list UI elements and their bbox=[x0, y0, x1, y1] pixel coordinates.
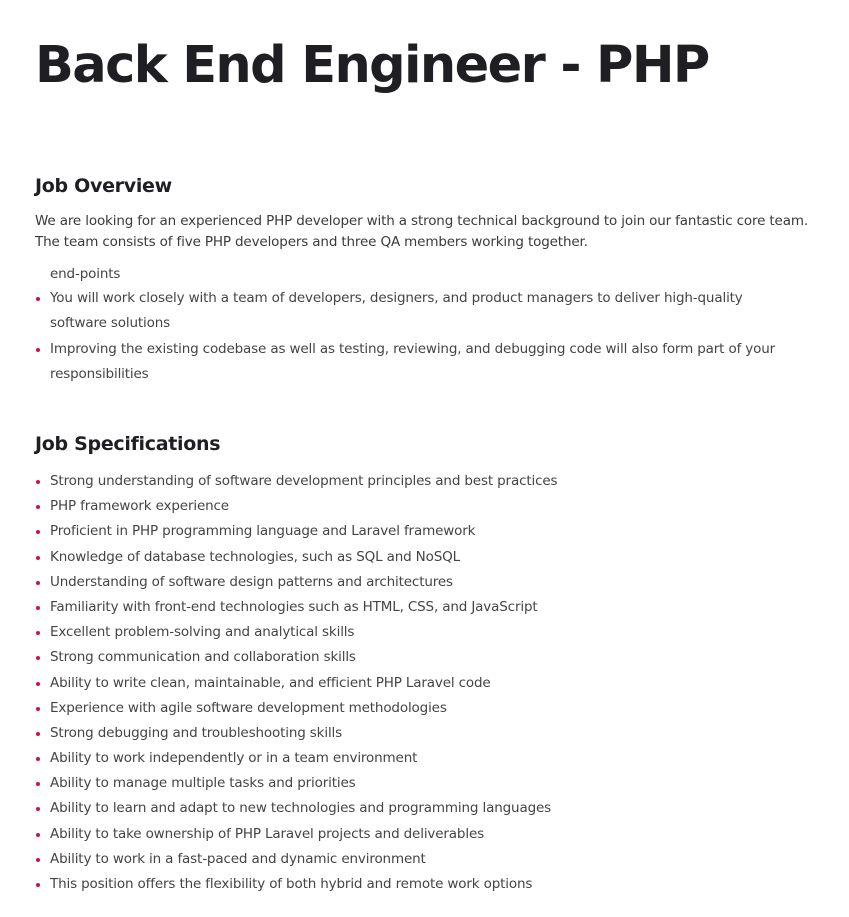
list-item-text: PHP framework experience bbox=[50, 498, 229, 515]
list-item bbox=[35, 519, 557, 544]
list-item bbox=[35, 570, 557, 595]
list-item bbox=[35, 469, 557, 494]
list-item bbox=[35, 696, 557, 721]
list-item-text: Understanding of software design patterns and architectures bbox=[50, 573, 453, 590]
list-item-text: Experience with agile software development methodologies bbox=[50, 699, 447, 716]
list-item bbox=[35, 771, 557, 796]
bullet-icon bbox=[36, 883, 40, 887]
job-overview-text: We are looking for an experienced PHP developer with a strong technical background to join our fantastic core team. The team consists of five PHP developers and three QA members working together. bbox=[35, 213, 808, 250]
list-item bbox=[35, 337, 795, 387]
list-item-text: Excellent problem-solving and analytical skills bbox=[50, 624, 355, 641]
list-item-text: Ability to manage multiple tasks and priorities bbox=[50, 775, 356, 792]
bullet-icon bbox=[36, 807, 40, 811]
bullet-icon bbox=[36, 297, 40, 301]
bullet-icon bbox=[36, 556, 40, 560]
list-item-text: Ability to take ownership of PHP Laravel projects and deliverables bbox=[50, 825, 484, 842]
job-specifications-heading: Job Specifications bbox=[35, 433, 221, 455]
list-item bbox=[35, 796, 557, 821]
bullet-icon bbox=[36, 631, 40, 635]
bullet-icon bbox=[36, 732, 40, 736]
list-item-text: Ability to write clean, maintainable, and efficient PHP Laravel code bbox=[50, 674, 491, 691]
bullet-icon bbox=[36, 833, 40, 837]
list-item bbox=[35, 286, 795, 336]
bullet-icon bbox=[36, 757, 40, 761]
list-item bbox=[35, 645, 557, 670]
list-item bbox=[35, 847, 557, 872]
list-item bbox=[35, 721, 557, 746]
list-item bbox=[35, 620, 557, 645]
list-item-text: Improving the existing codebase as well as testing, reviewing, and debugging code will also form part of your responsibilities bbox=[50, 341, 776, 382]
list-item-text: Strong communication and collaboration skills bbox=[50, 649, 356, 666]
list-item-text: Familiarity with front-end technologies such as HTML, CSS, and JavaScript bbox=[50, 598, 538, 615]
specifications-list bbox=[35, 469, 557, 897]
list-item-text: Strong debugging and troubleshooting skills bbox=[50, 724, 343, 741]
list-item-text: Knowledge of database technologies, such as SQL and NoSQL bbox=[50, 548, 461, 565]
list-item-text: Ability to work in a fast-paced and dynamic environment bbox=[50, 850, 426, 867]
bullet-icon bbox=[36, 530, 40, 534]
job-overview-heading: Job Overview bbox=[35, 175, 172, 197]
list-item-text: This position offers the flexibility of both hybrid and remote work options bbox=[50, 876, 533, 892]
list-item bbox=[35, 822, 557, 847]
list-item-text: Proficient in PHP programming language and Laravel framework bbox=[50, 523, 476, 540]
bullet-icon bbox=[36, 348, 40, 352]
responsibilities-list bbox=[35, 286, 795, 388]
list-item bbox=[35, 671, 557, 696]
bullet-icon bbox=[36, 480, 40, 484]
page-title: Back End Engineer - PHP bbox=[35, 36, 709, 95]
list-item-text: Ability to work independently or in a team environment bbox=[50, 750, 418, 767]
bullet-icon bbox=[36, 606, 40, 610]
clipped-list-fragment bbox=[50, 262, 120, 282]
list-item bbox=[35, 595, 557, 620]
bullet-icon bbox=[36, 682, 40, 686]
bullet-icon bbox=[36, 707, 40, 711]
bullet-icon bbox=[36, 505, 40, 509]
bullet-icon bbox=[36, 782, 40, 786]
list-item bbox=[35, 494, 557, 519]
list-item-text: Ability to learn and adapt to new technologies and programming languages bbox=[50, 800, 552, 817]
list-item bbox=[35, 545, 557, 570]
list-item bbox=[35, 746, 557, 771]
bullet-icon bbox=[36, 581, 40, 585]
clipped-list-fragment-text: end-points bbox=[50, 266, 121, 282]
list-item-text: You will work closely with a team of developers, designers, and product managers to deliver high-quality software solutions bbox=[50, 290, 743, 331]
list-item-text: Strong understanding of software development principles and best practices bbox=[50, 473, 558, 489]
list-item bbox=[35, 872, 557, 897]
bullet-icon bbox=[36, 858, 40, 862]
bullet-icon bbox=[36, 656, 40, 660]
